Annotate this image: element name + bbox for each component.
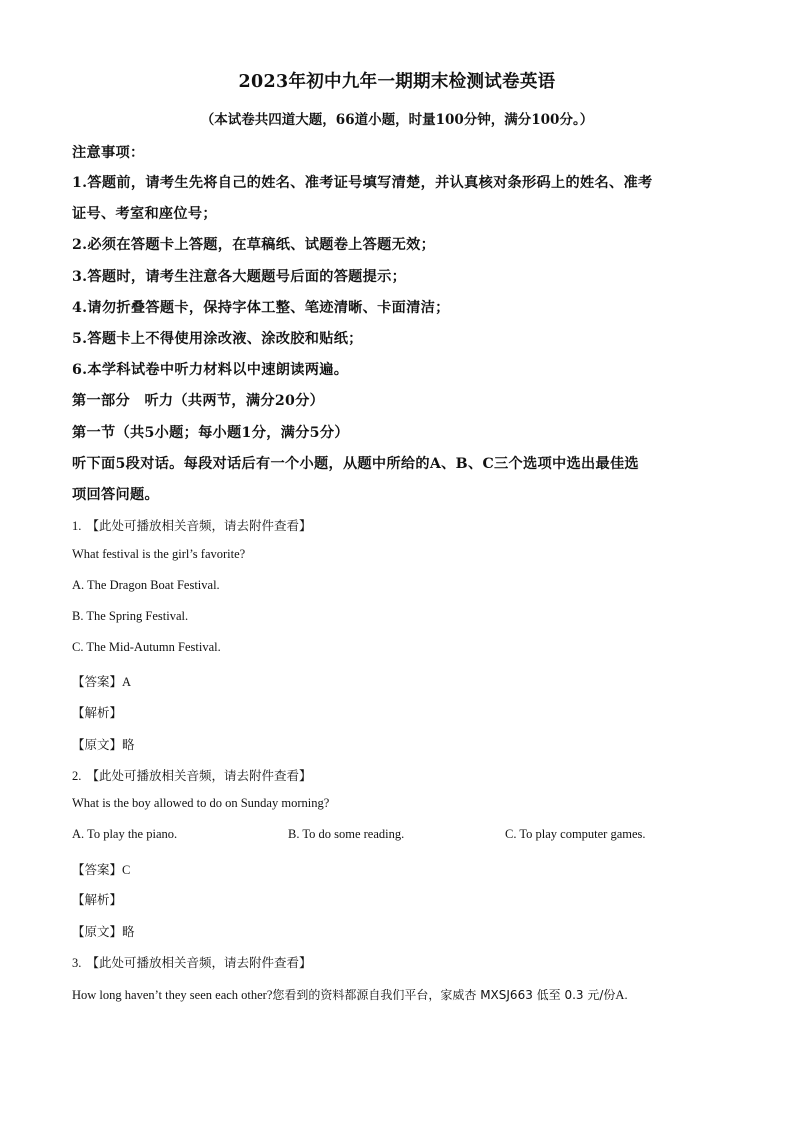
notice-item: 5.答题卡上不得使用涂改液、涂改胶和贴纸； [72, 331, 363, 347]
answer-label: 【答案】 [72, 674, 123, 689]
answer-label: 【答案】 [72, 862, 123, 877]
notice-item: 4.请勿折叠答题卡，保持字体工整、笔迹清晰、卡面清洁； [72, 300, 450, 316]
original-line [72, 921, 135, 940]
option-a: A. To play the piano. [72, 827, 178, 841]
audio-note: 【此处可播放相关音频，请去附件查看】 [86, 955, 312, 970]
option-b: B. The Spring Festival. [72, 609, 189, 623]
notice-heading: 注意事项： [72, 145, 145, 161]
question-header [72, 952, 311, 971]
section-instructions: 项回答问题。 [72, 487, 159, 503]
answer-value: C [122, 863, 131, 877]
analysis-label: 【解析】 [72, 892, 123, 907]
question-text-line [72, 984, 628, 1003]
original-label: 【原文】 [72, 737, 123, 752]
analysis-label: 【解析】 [72, 705, 123, 720]
option-c: C. The Mid-Autumn Festival. [72, 640, 221, 654]
notice-item: 6.本学科试卷中听力材料以中速朗读两遍。 [72, 362, 349, 378]
page-subtitle: （本试卷共四道大题，66道小题，时量100分钟，满分100分。） [200, 112, 594, 128]
subsection-heading: 第一节（共5小题；每小题1分，满分5分） [72, 425, 349, 441]
question-header [72, 515, 311, 534]
notice-item: 证号、考室和座位号； [72, 206, 217, 222]
option-a: A. The Dragon Boat Festival. [72, 578, 220, 592]
option-c: C. To play computer games. [505, 827, 646, 841]
answer-value: A [122, 675, 132, 689]
page-title: 2023年初中九年一期期末检测试卷英语 [238, 72, 556, 92]
question-number: 2. [72, 769, 82, 783]
audio-note: 【此处可播放相关音频，请去附件查看】 [86, 518, 312, 533]
original-value: 略 [122, 737, 135, 752]
original-line [72, 734, 135, 753]
watermark-text: 您看到的资料都源自我们平台，家威杏 MXSJ663 低至 0.3 元/份 [272, 988, 616, 1002]
original-label: 【原文】 [72, 924, 123, 939]
section-instructions: 听下面5段对话。每段对话后有一个小题，从题中所给的A、B、C三个选项中选出最佳选 [72, 456, 639, 472]
section-part-heading: 第一部分 听力（共两节，满分20分） [72, 393, 325, 409]
question-text: What is the boy allowed to do on Sunday morning? [72, 796, 330, 810]
answer-line [72, 671, 131, 690]
notice-item: 2.必须在答题卡上答题，在草稿纸、试题卷上答题无效； [72, 237, 436, 253]
option-b: B. To do some reading. [288, 827, 405, 841]
notice-item: 3.答题时，请考生注意各大题题号后面的答题提示； [72, 269, 407, 285]
option-a-start: A. [615, 988, 628, 1002]
question-header [72, 765, 311, 784]
question-number: 1. [72, 519, 82, 533]
notice-item: 1.答题前，请考生先将自己的姓名、准考证号填写清楚，并认真核对条形码上的姓名、准考 [72, 175, 653, 191]
original-value: 略 [122, 924, 135, 939]
answer-line [72, 859, 130, 878]
audio-note: 【此处可播放相关音频，请去附件查看】 [86, 768, 312, 783]
question-number: 3. [72, 956, 82, 970]
question-text: What festival is the girl’s favorite? [72, 547, 246, 561]
question-text: How long haven’t they seen each other? [72, 988, 273, 1002]
